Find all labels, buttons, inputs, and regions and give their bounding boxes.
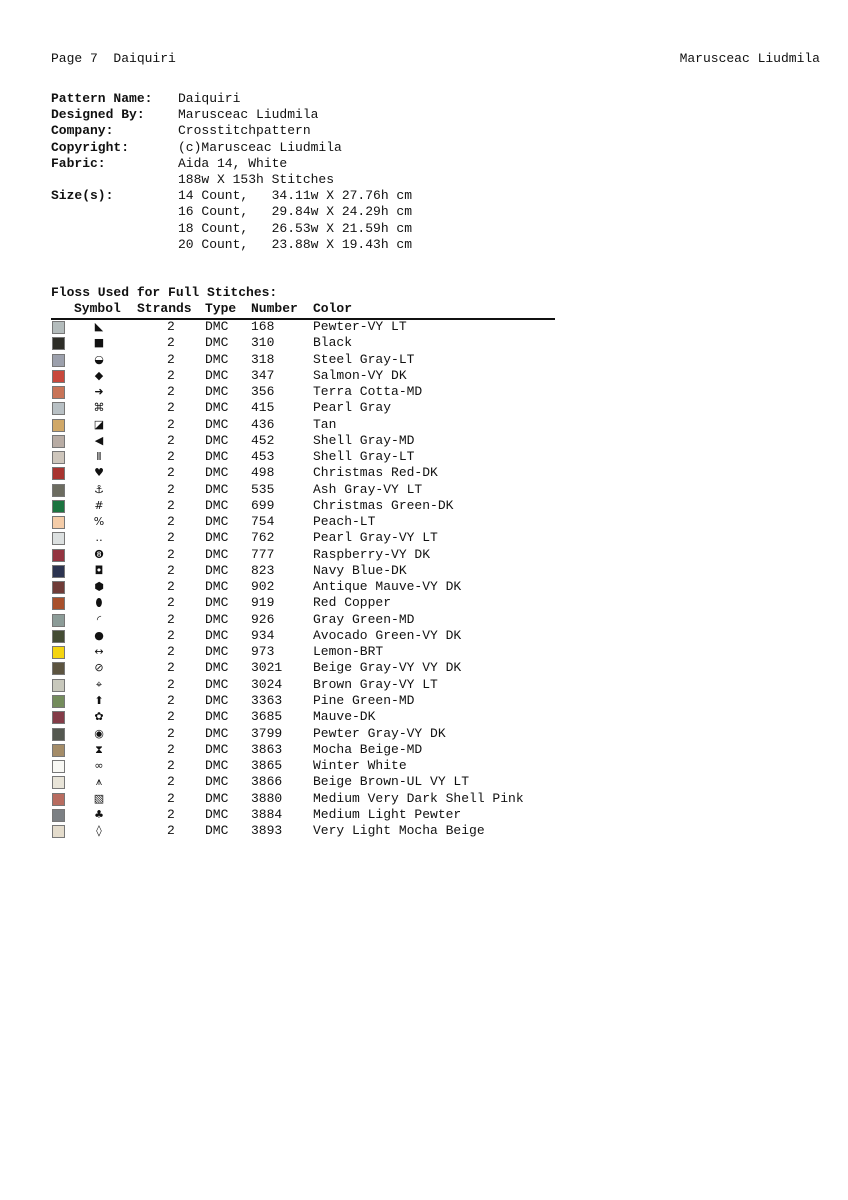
floss-row bbox=[0, 693, 600, 709]
info-label: Company: bbox=[51, 123, 114, 139]
floss-number: 973 bbox=[251, 644, 275, 660]
strands: 2 bbox=[167, 497, 175, 513]
floss-number: 777 bbox=[251, 546, 275, 562]
color-swatch bbox=[52, 402, 65, 415]
color-swatch bbox=[52, 337, 65, 350]
floss-type: DMC bbox=[205, 367, 229, 383]
strands: 2 bbox=[167, 416, 175, 432]
color-swatch bbox=[52, 776, 65, 789]
floss-row bbox=[0, 612, 600, 628]
color-name: Pearl Gray-VY LT bbox=[313, 530, 438, 546]
floss-type: DMC bbox=[205, 384, 229, 400]
color-swatch bbox=[52, 760, 65, 773]
floss-number: 754 bbox=[251, 514, 275, 530]
color-name: Black bbox=[313, 335, 353, 351]
info-value: Daiquiri bbox=[178, 91, 241, 106]
color-name: Avocado Green-VY DK bbox=[313, 627, 462, 643]
floss-symbol-icon: ◘ bbox=[94, 563, 104, 577]
color-swatch bbox=[52, 419, 65, 432]
floss-row bbox=[0, 791, 600, 807]
floss-number: 902 bbox=[251, 579, 275, 595]
strands: 2 bbox=[167, 725, 175, 741]
color-swatch bbox=[52, 516, 65, 529]
floss-row bbox=[0, 433, 600, 449]
color-name: Raspberry-VY DK bbox=[313, 546, 431, 562]
floss-symbol-icon: # bbox=[94, 498, 104, 512]
color-swatch bbox=[52, 500, 65, 513]
floss-type: DMC bbox=[205, 465, 229, 481]
strands: 2 bbox=[167, 384, 175, 400]
floss-number: 823 bbox=[251, 562, 275, 578]
floss-row bbox=[0, 498, 600, 514]
floss-number: 926 bbox=[251, 611, 275, 627]
floss-row bbox=[0, 709, 600, 725]
color-swatch bbox=[52, 809, 65, 822]
floss-symbol-icon: ◜ bbox=[96, 612, 102, 626]
strands: 2 bbox=[167, 611, 175, 627]
color-swatch bbox=[52, 386, 65, 399]
color-name: Antique Mauve-VY DK bbox=[313, 579, 462, 595]
color-name: Brown Gray-VY LT bbox=[313, 676, 438, 692]
floss-type: DMC bbox=[205, 514, 229, 530]
floss-row bbox=[0, 400, 600, 416]
strands: 2 bbox=[167, 595, 175, 611]
floss-row bbox=[0, 628, 600, 644]
color-name: Christmas Red-DK bbox=[313, 465, 438, 481]
col-symbol: Symbol bbox=[74, 301, 121, 316]
floss-type: DMC bbox=[205, 546, 229, 562]
floss-symbol-icon: ⬢ bbox=[94, 580, 104, 594]
color-name: Tan bbox=[313, 416, 337, 432]
strands: 2 bbox=[167, 546, 175, 562]
floss-symbol-icon: ◉ bbox=[94, 726, 104, 740]
floss-number: 919 bbox=[251, 595, 275, 611]
info-value: 14 Count, 34.11w X 27.76h cm bbox=[178, 188, 413, 204]
floss-type: DMC bbox=[205, 709, 229, 725]
floss-row bbox=[0, 465, 600, 481]
floss-row bbox=[0, 384, 600, 400]
floss-type: DMC bbox=[205, 774, 229, 790]
color-swatch bbox=[52, 728, 65, 741]
color-swatch bbox=[52, 793, 65, 806]
floss-row bbox=[0, 335, 600, 351]
color-name: Medium Very Dark Shell Pink bbox=[313, 790, 524, 806]
col-strands: Strands bbox=[137, 301, 192, 316]
color-swatch bbox=[52, 565, 65, 578]
floss-number: 318 bbox=[251, 351, 275, 367]
strands: 2 bbox=[167, 774, 175, 790]
strands: 2 bbox=[167, 465, 175, 481]
strands: 2 bbox=[167, 660, 175, 676]
color-name: Christmas Green-DK bbox=[313, 497, 454, 513]
floss-symbol-icon: % bbox=[93, 515, 105, 529]
color-name: Red Copper bbox=[313, 595, 392, 611]
strands: 2 bbox=[167, 351, 175, 367]
color-swatch bbox=[52, 679, 65, 692]
info-value: Marusceac Liudmila bbox=[178, 107, 319, 123]
color-swatch bbox=[52, 484, 65, 497]
color-swatch bbox=[52, 711, 65, 724]
floss-type: DMC bbox=[205, 611, 229, 627]
floss-symbol-icon: ⬮ bbox=[95, 596, 103, 610]
color-name: Pearl Gray bbox=[313, 400, 392, 416]
floss-symbol-icon: ▧ bbox=[93, 791, 105, 805]
floss-number: 347 bbox=[251, 367, 275, 383]
floss-type: DMC bbox=[205, 644, 229, 660]
info-value: 20 Count, 23.88w X 19.43h cm bbox=[178, 236, 413, 252]
floss-number: 453 bbox=[251, 449, 275, 465]
strands: 2 bbox=[167, 627, 175, 643]
strands: 2 bbox=[167, 823, 175, 839]
floss-type: DMC bbox=[205, 595, 229, 611]
info-value: 16 Count, 29.84w X 24.29h cm bbox=[178, 204, 413, 220]
color-swatch bbox=[52, 354, 65, 367]
floss-symbol-icon: ◣ bbox=[94, 320, 104, 333]
floss-type: DMC bbox=[205, 335, 229, 351]
color-swatch bbox=[52, 662, 65, 675]
page-header-author: Marusceac Liudmila bbox=[679, 51, 820, 66]
floss-type: DMC bbox=[205, 579, 229, 595]
floss-row bbox=[0, 774, 600, 790]
floss-symbol-icon: ◊ bbox=[96, 824, 102, 838]
strands: 2 bbox=[167, 335, 175, 351]
floss-type: DMC bbox=[205, 823, 229, 839]
floss-symbol-icon: ⌘ bbox=[93, 401, 105, 415]
floss-symbol-icon: ➜ bbox=[94, 385, 104, 399]
strands: 2 bbox=[167, 400, 175, 416]
color-swatch bbox=[52, 695, 65, 708]
color-swatch bbox=[52, 744, 65, 757]
floss-number: 452 bbox=[251, 432, 275, 448]
color-swatch bbox=[52, 630, 65, 643]
floss-type: DMC bbox=[205, 530, 229, 546]
strands: 2 bbox=[167, 319, 175, 334]
floss-symbol-icon: ⬆ bbox=[94, 693, 104, 707]
floss-row bbox=[0, 823, 600, 839]
strands: 2 bbox=[167, 692, 175, 708]
floss-row bbox=[0, 352, 600, 368]
strands: 2 bbox=[167, 530, 175, 546]
floss-symbol-icon: ‥ bbox=[95, 531, 103, 545]
color-name: Steel Gray-LT bbox=[313, 351, 415, 367]
floss-number: 3866 bbox=[251, 774, 283, 790]
floss-number: 3863 bbox=[251, 741, 283, 757]
strands: 2 bbox=[167, 676, 175, 692]
info-value: (c)Marusceac Liudmila bbox=[178, 139, 342, 155]
floss-number: 436 bbox=[251, 416, 275, 432]
floss-symbol-icon: ◒ bbox=[94, 352, 104, 366]
floss-type: DMC bbox=[205, 481, 229, 497]
page-header-title: Page 7 Daiquiri bbox=[51, 51, 176, 66]
strands: 2 bbox=[167, 432, 175, 448]
strands: 2 bbox=[167, 481, 175, 497]
floss-number: 3799 bbox=[251, 725, 283, 741]
col-number: Number bbox=[251, 301, 298, 316]
strands: 2 bbox=[167, 367, 175, 383]
floss-type: DMC bbox=[205, 497, 229, 513]
info-label: Pattern Name: bbox=[51, 91, 153, 106]
floss-symbol-icon: ◆ bbox=[94, 368, 104, 382]
color-swatch bbox=[52, 825, 65, 838]
floss-type: DMC bbox=[205, 741, 229, 757]
floss-symbol-icon: ♥ bbox=[94, 466, 104, 480]
floss-symbol-icon: ■ bbox=[93, 336, 105, 350]
floss-type: DMC bbox=[205, 562, 229, 578]
floss-symbol-icon: ◪ bbox=[93, 417, 105, 431]
floss-row bbox=[0, 368, 600, 384]
floss-row bbox=[0, 579, 600, 595]
floss-symbol-icon: ⩚ bbox=[95, 775, 103, 789]
strands: 2 bbox=[167, 562, 175, 578]
color-name: Very Light Mocha Beige bbox=[313, 823, 485, 839]
floss-type: DMC bbox=[205, 758, 229, 774]
floss-number: 3363 bbox=[251, 692, 283, 708]
floss-number: 498 bbox=[251, 465, 275, 481]
floss-symbol-icon: Ⅱ bbox=[96, 450, 102, 464]
color-name: Mocha Beige-MD bbox=[313, 741, 423, 757]
floss-row bbox=[0, 530, 600, 546]
floss-row bbox=[0, 417, 600, 433]
floss-symbol-icon: ↔ bbox=[94, 645, 104, 659]
floss-type: DMC bbox=[205, 692, 229, 708]
floss-number: 934 bbox=[251, 627, 275, 643]
info-value: 18 Count, 26.53w X 21.59h cm bbox=[178, 220, 413, 236]
floss-type: DMC bbox=[205, 400, 229, 416]
floss-number: 762 bbox=[251, 530, 275, 546]
floss-symbol-icon: ● bbox=[94, 628, 104, 642]
info-label: Designed By: bbox=[51, 107, 145, 123]
strands: 2 bbox=[167, 790, 175, 806]
color-swatch bbox=[52, 597, 65, 610]
floss-number: 3884 bbox=[251, 806, 283, 822]
info-label: Size(s): bbox=[51, 188, 114, 204]
color-name: Shell Gray-LT bbox=[313, 449, 415, 465]
floss-type: DMC bbox=[205, 416, 229, 432]
color-name: Winter White bbox=[313, 758, 407, 774]
color-swatch bbox=[52, 451, 65, 464]
info-label: Copyright: bbox=[51, 139, 130, 155]
floss-row bbox=[0, 595, 600, 611]
floss-number: 168 bbox=[251, 319, 275, 334]
strands: 2 bbox=[167, 514, 175, 530]
strands: 2 bbox=[167, 579, 175, 595]
color-name: Lemon-BRT bbox=[313, 644, 384, 660]
color-name: Navy Blue-DK bbox=[313, 562, 407, 578]
strands: 2 bbox=[167, 758, 175, 774]
color-swatch bbox=[52, 321, 65, 334]
floss-row bbox=[0, 514, 600, 530]
color-swatch bbox=[52, 467, 65, 480]
color-name: Ash Gray-VY LT bbox=[313, 481, 423, 497]
floss-symbol-icon: ⌖ bbox=[95, 677, 103, 691]
floss-row bbox=[0, 644, 600, 660]
floss-number: 3893 bbox=[251, 823, 283, 839]
color-name: Salmon-VY DK bbox=[313, 367, 407, 383]
color-swatch bbox=[52, 581, 65, 594]
floss-row bbox=[0, 677, 600, 693]
floss-type: DMC bbox=[205, 790, 229, 806]
color-name: Pewter Gray-VY DK bbox=[313, 725, 446, 741]
color-swatch bbox=[52, 370, 65, 383]
color-name: Peach-LT bbox=[313, 514, 376, 530]
col-type: Type bbox=[205, 301, 237, 316]
floss-type: DMC bbox=[205, 660, 229, 676]
floss-section-title: Floss Used for Full Stitches: bbox=[51, 285, 278, 300]
color-name: Shell Gray-MD bbox=[313, 432, 415, 448]
floss-row bbox=[0, 758, 600, 774]
info-label: Fabric: bbox=[51, 155, 106, 171]
floss-number: 3685 bbox=[251, 709, 283, 725]
col-color: Color bbox=[313, 301, 353, 316]
color-swatch bbox=[52, 532, 65, 545]
floss-row bbox=[0, 726, 600, 742]
floss-type: DMC bbox=[205, 806, 229, 822]
floss-number: 3021 bbox=[251, 660, 283, 676]
floss-type: DMC bbox=[205, 725, 229, 741]
floss-row bbox=[0, 742, 600, 758]
strands: 2 bbox=[167, 741, 175, 757]
floss-row bbox=[0, 563, 600, 579]
strands: 2 bbox=[167, 806, 175, 822]
floss-symbol-icon: ⚓ bbox=[94, 482, 104, 496]
color-name: Pine Green-MD bbox=[313, 692, 415, 708]
floss-type: DMC bbox=[205, 676, 229, 692]
info-value: Crosstitchpattern bbox=[178, 123, 311, 139]
floss-number: 3024 bbox=[251, 676, 283, 692]
floss-number: 3880 bbox=[251, 790, 283, 806]
floss-row bbox=[0, 319, 600, 335]
floss-symbol-icon: ❽ bbox=[94, 547, 104, 561]
color-name: Gray Green-MD bbox=[313, 611, 415, 627]
floss-row bbox=[0, 482, 600, 498]
floss-symbol-icon: ⧗ bbox=[95, 742, 103, 756]
color-name: Beige Brown-UL VY LT bbox=[313, 774, 470, 790]
color-swatch bbox=[52, 549, 65, 562]
floss-number: 3865 bbox=[251, 758, 283, 774]
strands: 2 bbox=[167, 644, 175, 660]
color-name: Mauve-DK bbox=[313, 709, 376, 725]
color-name: Medium Light Pewter bbox=[313, 806, 462, 822]
floss-row bbox=[0, 807, 600, 823]
floss-type: DMC bbox=[205, 351, 229, 367]
floss-symbol-icon: ♣ bbox=[94, 807, 104, 821]
info-value: 188w X 153h Stitches bbox=[178, 172, 335, 187]
color-swatch bbox=[52, 614, 65, 627]
info-value: Aida 14, White bbox=[178, 155, 288, 171]
floss-type: DMC bbox=[205, 449, 229, 465]
floss-symbol-icon: ◀ bbox=[94, 433, 104, 447]
floss-symbol-icon: ∞ bbox=[94, 759, 104, 773]
strands: 2 bbox=[167, 709, 175, 725]
color-name: Beige Gray-VY VY DK bbox=[313, 660, 462, 676]
floss-number: 415 bbox=[251, 400, 275, 416]
floss-row bbox=[0, 547, 600, 563]
floss-row bbox=[0, 660, 600, 676]
floss-row bbox=[0, 449, 600, 465]
floss-number: 535 bbox=[251, 481, 275, 497]
floss-number: 310 bbox=[251, 335, 275, 351]
color-name: Pewter-VY LT bbox=[313, 319, 407, 334]
strands: 2 bbox=[167, 449, 175, 465]
floss-type: DMC bbox=[205, 627, 229, 643]
floss-type: DMC bbox=[205, 432, 229, 448]
floss-number: 699 bbox=[251, 497, 275, 513]
color-swatch bbox=[52, 435, 65, 448]
color-swatch bbox=[52, 646, 65, 659]
floss-symbol-icon: ⊘ bbox=[94, 661, 104, 675]
floss-number: 356 bbox=[251, 384, 275, 400]
floss-type: DMC bbox=[205, 319, 229, 334]
floss-symbol-icon: ✿ bbox=[94, 710, 104, 724]
color-name: Terra Cotta-MD bbox=[313, 384, 423, 400]
